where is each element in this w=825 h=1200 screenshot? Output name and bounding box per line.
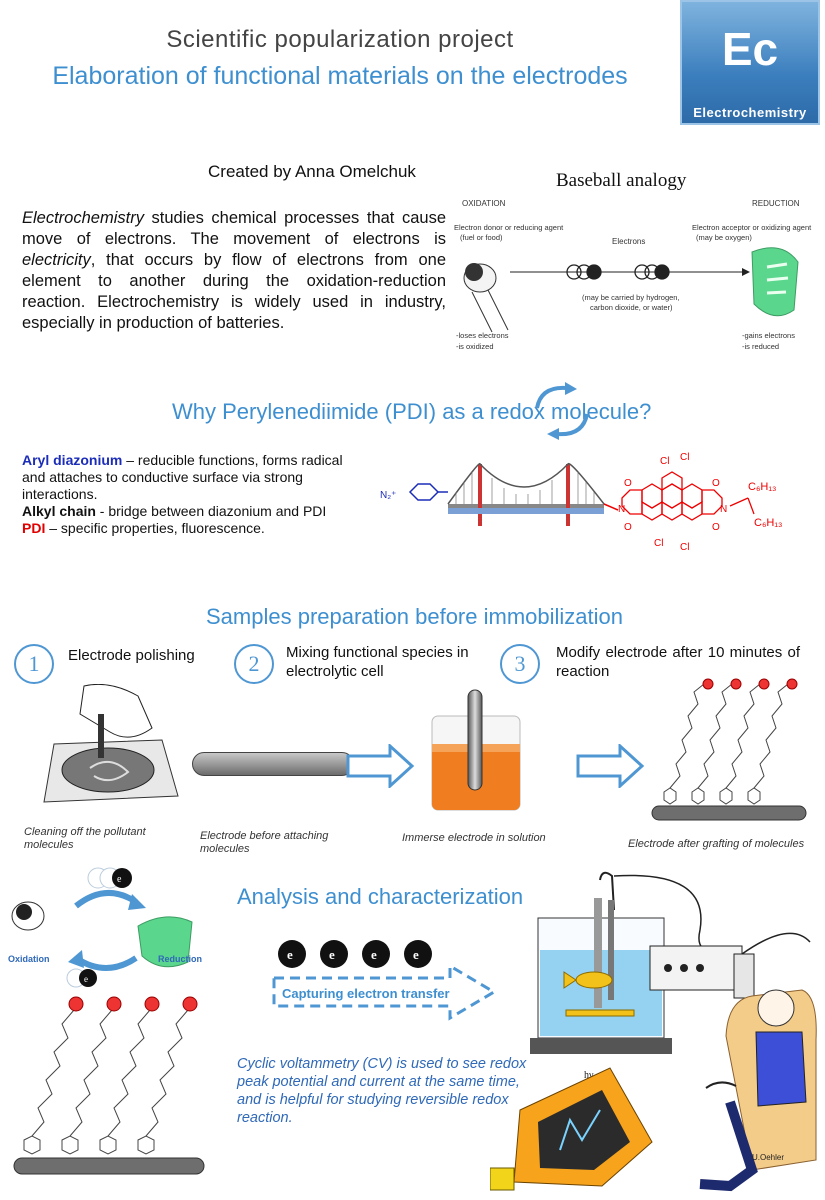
caption-electrode-after: Electrode after grafting of molecules: [628, 838, 805, 850]
pdi-definitions: [22, 452, 360, 537]
intro-term-electricity: electricity: [22, 251, 91, 269]
process-arrow-2: [576, 744, 646, 788]
def-pdi-text: – specific properties, fluorescence.: [45, 520, 265, 536]
baseball-analogy-figure: [452, 192, 822, 362]
pdi-cl-4: Cl: [680, 542, 690, 553]
electron-3-label: e: [371, 947, 377, 962]
electron-2-label: e: [329, 947, 335, 962]
cycle-electron-top: e: [117, 874, 122, 885]
def-aryl-text: – reducible functions, forms radical and attaches to conductive surface via strong interactions.: [22, 452, 343, 502]
badge-symbol: Ec: [721, 23, 779, 75]
intro-text-2: , that occurs by flow of electrons from one element to another during the oxidation-reduction reaction. Electrochemistry is widely used in industry, especially in production of batteries.: [22, 251, 446, 332]
pdi-heading: Why Perylenediimide (PDI) as a redox molecule?: [172, 399, 652, 424]
step-3-number: 3: [500, 644, 540, 684]
bb-left-hand: [464, 263, 508, 332]
bb-donor-label-2: (fuel or food): [460, 233, 503, 242]
polishing-illustration: [40, 684, 190, 812]
electrode-bar: [192, 752, 354, 776]
pdi-molecule-diagram: [380, 450, 820, 570]
caption-electrode-before: Electrode before attaching molecules: [200, 830, 329, 855]
samples-heading: Samples preparation before immobilization: [206, 604, 623, 629]
beaker-illustration: [424, 686, 530, 814]
term-aryl: Aryl diazonium: [22, 452, 123, 468]
author-line: Created by Anna Omelchuk: [208, 162, 416, 181]
analysis-heading: Analysis and characterization: [237, 884, 524, 909]
cycle-oxidation-label: Oxidation: [8, 954, 50, 964]
project-kicker: Scientific popularization project: [166, 26, 514, 53]
def-aryl: [22, 452, 360, 503]
step-1-text: Electrode polishing: [68, 647, 195, 664]
pdi-o-1: O: [624, 478, 632, 489]
term-pdi: PDI: [22, 520, 46, 536]
illustration-signature: U.Oehler: [752, 1153, 785, 1162]
caption-immerse: Immerse electrode in solution: [402, 832, 546, 844]
cv-apparatus-illustration: [490, 870, 820, 1196]
baseball-title: Baseball analogy: [556, 170, 687, 191]
bb-carrier-2: carbon dioxide, or water): [590, 303, 673, 312]
step-2-number: 2: [234, 644, 274, 684]
intro-paragraph: [22, 208, 446, 334]
grafted-electrode-illustration: [650, 676, 810, 826]
pdi-c6h13-1: C₆H₁₃: [748, 481, 777, 493]
bb-arrow-head: [742, 268, 750, 276]
pdi-n-right: N: [720, 504, 728, 515]
bb-gains-2: -is reduced: [742, 342, 780, 351]
electron-4-label: e: [413, 947, 419, 962]
bb-carrier-1: (may be carried by hydrogen,: [582, 293, 680, 302]
intro-text-1: studies chemical processes that cause move of electrons. The movement of electrons is: [22, 209, 446, 248]
badge-word: Electrochemistry: [693, 105, 807, 120]
pdi-o-3: O: [712, 478, 720, 489]
cycle-electron-bottom: e: [84, 974, 88, 984]
cycle-reduction-label: Reduction: [158, 954, 202, 964]
bb-acceptor-label-1: Electron acceptor or oxidizing agent: [692, 223, 812, 232]
bb-reduction-label: REDUCTION: [752, 199, 800, 208]
bb-electrons-label: Electrons: [612, 237, 646, 246]
bb-loses-2: -is oxidized: [456, 342, 494, 351]
pdi-cl-1: Cl: [660, 456, 670, 467]
pdi-o-2: O: [624, 522, 632, 533]
bridge-illustration: [448, 464, 604, 526]
cv-description: Cyclic voltammetry (CV) is used to see redox peak potential and current at the same time, and is helpful for studying reversible redox reaction.: [237, 1056, 527, 1126]
pdi-n-left: N: [618, 504, 626, 515]
element-badge: [680, 0, 820, 125]
pdi-o-4: O: [712, 522, 720, 533]
poster-title: Elaboration of functional materials on the electrodes: [52, 62, 628, 90]
bb-glove: [752, 248, 798, 316]
def-pdi: [22, 520, 360, 537]
process-arrow-1: [346, 744, 416, 788]
step-3-text: Modify electrode after 10 minutes of reaction: [556, 644, 800, 680]
benzene-ring: [410, 484, 438, 500]
def-alkyl: [22, 503, 360, 520]
bb-oxidation-label: OXIDATION: [462, 199, 506, 208]
perylene-core: [622, 472, 722, 520]
diazonium-label: N₂⁺: [380, 490, 397, 501]
bb-loses-1: -loses electrons: [456, 331, 509, 340]
def-alkyl-text: - bridge between diazonium and PDI: [95, 503, 327, 519]
redox-cycle-figure: [6, 866, 206, 990]
grafted-molecules-large: [12, 990, 212, 1180]
pdi-cl-2: Cl: [680, 452, 690, 463]
intro-term-electrochemistry: Electrochemistry: [22, 209, 144, 227]
redox-cycle-icon: [527, 380, 597, 442]
capture-label: Capturing electron transfer: [282, 986, 450, 1001]
caption-cleaning: Cleaning off the pollutant molecules: [24, 826, 146, 851]
bb-gains-1: -gains electrons: [742, 331, 795, 340]
hv-label: hν: [584, 1070, 594, 1081]
electron-1-label: e: [287, 947, 293, 962]
term-alkyl: Alkyl chain: [22, 503, 96, 519]
step-2-text: Mixing functional species in electrolytic cell: [286, 644, 469, 680]
bb-donor-label-1: Electron donor or reducing agent: [454, 223, 564, 232]
pdi-c6h13-2: C₆H₁₃: [754, 517, 783, 529]
pdi-cl-3: Cl: [654, 538, 664, 549]
step-1-number: 1: [14, 644, 54, 684]
bb-acceptor-label-2: (may be oxygen): [696, 233, 752, 242]
